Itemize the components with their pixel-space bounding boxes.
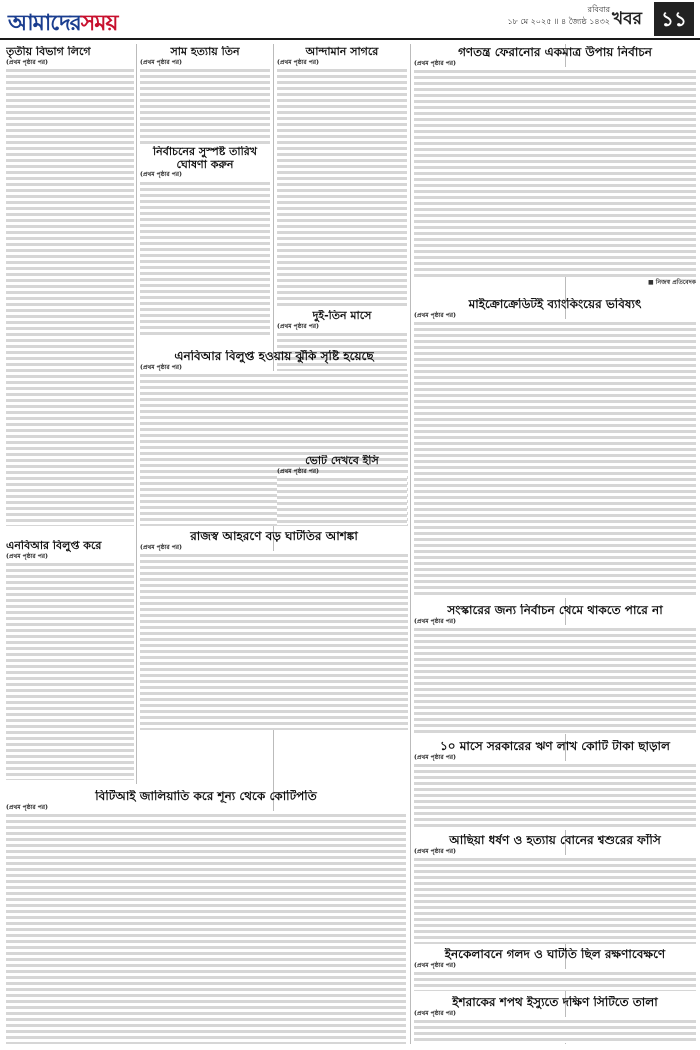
section-name: খবর [612,9,642,29]
article-body [140,364,408,372]
article-body [140,59,270,67]
article-body [277,468,407,476]
article-andaman-sea [277,46,407,306]
headline: দুই-তিন মাসে [312,310,372,322]
article-credit: ■ নিজস্ব প্রতিবেদক [648,279,696,287]
page-number: ১১ [654,2,694,36]
article-lead: (প্রথম পৃষ্ঠার পর) [140,58,182,66]
text-lines [414,969,696,991]
article-revenue-shortfall [140,530,408,730]
text-lines [414,625,696,734]
text-lines [277,475,407,525]
headline: মাইক্রোক্রেডিটই ব্যাংকিংয়ের ভবিষ্যৎ [468,298,642,311]
column-rule [410,44,411,1044]
newspaper-logo [8,6,117,40]
article-nbr-abolished [6,540,134,780]
article-lead: (প্রথম পৃষ্ঠার পর) [6,58,48,66]
article-microcredit [414,298,696,598]
article-ishraq-oath [414,996,696,1046]
article-lead: (প্রথম পৃষ্ঠার পর) [140,363,182,371]
article-third-division-league [6,46,134,536]
article-body [414,618,696,626]
headline: সংস্কারের জন্য নির্বাচন থেমে থাকতে পারে না [447,604,663,617]
article-bti-fraud [6,790,406,1044]
article-lead: (প্রথম পৃষ্ঠার পর) [277,467,319,475]
headline: এনবিআর বিলুপ্ত করে [6,540,102,552]
article-lead: (প্রথম পৃষ্ঠার পর) [6,803,48,811]
headline: সাম হত্যায় তিন [170,46,240,58]
article-asia-verdict [414,834,696,944]
article-democracy-election [414,46,696,290]
logo-part-a: আমাদের [8,11,81,36]
text-lines [414,1017,696,1043]
headline: ১০ মাসে সরকারের ঋণ লাখ কোটি টাকা ছাড়াল [440,740,670,753]
article-body [414,962,696,970]
article-body [6,59,134,67]
article-lead: (প্রথম পৃষ্ঠার পর) [414,753,456,761]
article-lead: (প্রথম পৃষ্ঠার পর) [414,311,456,319]
article-body [277,323,407,331]
headline: তৃতীয় বিভাগ লিগে [6,46,91,58]
text-lines [277,66,407,306]
article-lead: (প্রথম পৃষ্ঠার পর) [6,552,48,560]
text-lines [6,811,406,1044]
headline: ইশরাকের শপথ ইস্যুতে দক্ষিণ সিটিতে তালা [452,996,658,1009]
issue-date: ১৮ মে ২০২৫ ॥ ৪ জ্যৈষ্ঠ ১৪৩২ [507,17,610,26]
article-lead: (প্রথম পৃষ্ঠার পর) [140,543,182,551]
article-reform-election [414,604,696,734]
article-lead: (প্রথম পৃষ্ঠার পর) [277,322,319,330]
headline: আছিয়া ধর্ষণ ও হত্যায় বোনের শ্বশুরের ফাঁসি [449,834,661,847]
masthead [0,0,700,40]
issue-info [400,4,610,28]
headline: নির্বাচনের সুস্পষ্ট তারিখ ঘোষণা করুন [153,146,257,171]
article-lead: (প্রথম পৃষ্ঠার পর) [414,617,456,625]
headline: বিটিআই জালিয়াতি করে শূন্য থেকে কোটিপতি [95,790,317,803]
text-lines [414,761,696,830]
headline: ভোট দেখবে ইসি [305,455,379,467]
article-body [414,60,696,68]
text-lines [414,855,696,944]
text-lines [414,319,696,598]
article-body [414,1010,696,1018]
article-body [414,312,696,320]
headline: ইনকেলাবনে গলদ ও ঘাটতি ছিল রক্ষণাবেক্ষণে [444,948,666,961]
article-government-debt [414,740,696,830]
article-body [6,553,134,561]
article-body [6,804,406,812]
article-body [140,544,408,552]
text-lines [140,66,270,146]
article-election-date [140,146,270,336]
headline: এনবিআর বিলুপ্ত হওয়ায় ঝুঁকি সৃষ্টি হয়েছে [174,350,374,363]
text-lines [140,551,408,730]
article-body [140,171,270,179]
article-ec-vote [277,455,407,525]
article-lead: (প্রথম পৃষ্ঠার পর) [414,961,456,969]
issue-day: রবিবার [587,5,610,14]
article-body [414,848,696,856]
article-lead: (প্রথম পৃষ্ঠার পর) [414,59,456,67]
article-maintenance-gap [414,948,696,994]
headline: রাজস্ব আহরণে বড় ঘাটতির আশঙ্কা [190,530,358,543]
text-lines [414,67,696,277]
article-lead: (প্রথম পৃষ্ঠার পর) [277,58,319,66]
headline: আন্দামান সাগরে [305,46,379,58]
article-sam-murder [140,46,270,146]
logo-part-b: সময় [80,11,118,36]
article-lead: (প্রথম পৃষ্ঠার পর) [140,171,182,179]
headline: গণতন্ত্র ফেরানোর একমাত্র উপায় নির্বাচন [458,46,652,59]
article-body [414,754,696,762]
text-lines [6,66,134,526]
column-rule [136,44,137,784]
article-lead: (প্রথম পৃষ্ঠার পর) [414,1009,456,1017]
text-lines [140,179,270,336]
article-lead: (প্রথম পৃষ্ঠার পর) [414,847,456,855]
text-lines [6,560,134,780]
article-body [277,59,407,67]
